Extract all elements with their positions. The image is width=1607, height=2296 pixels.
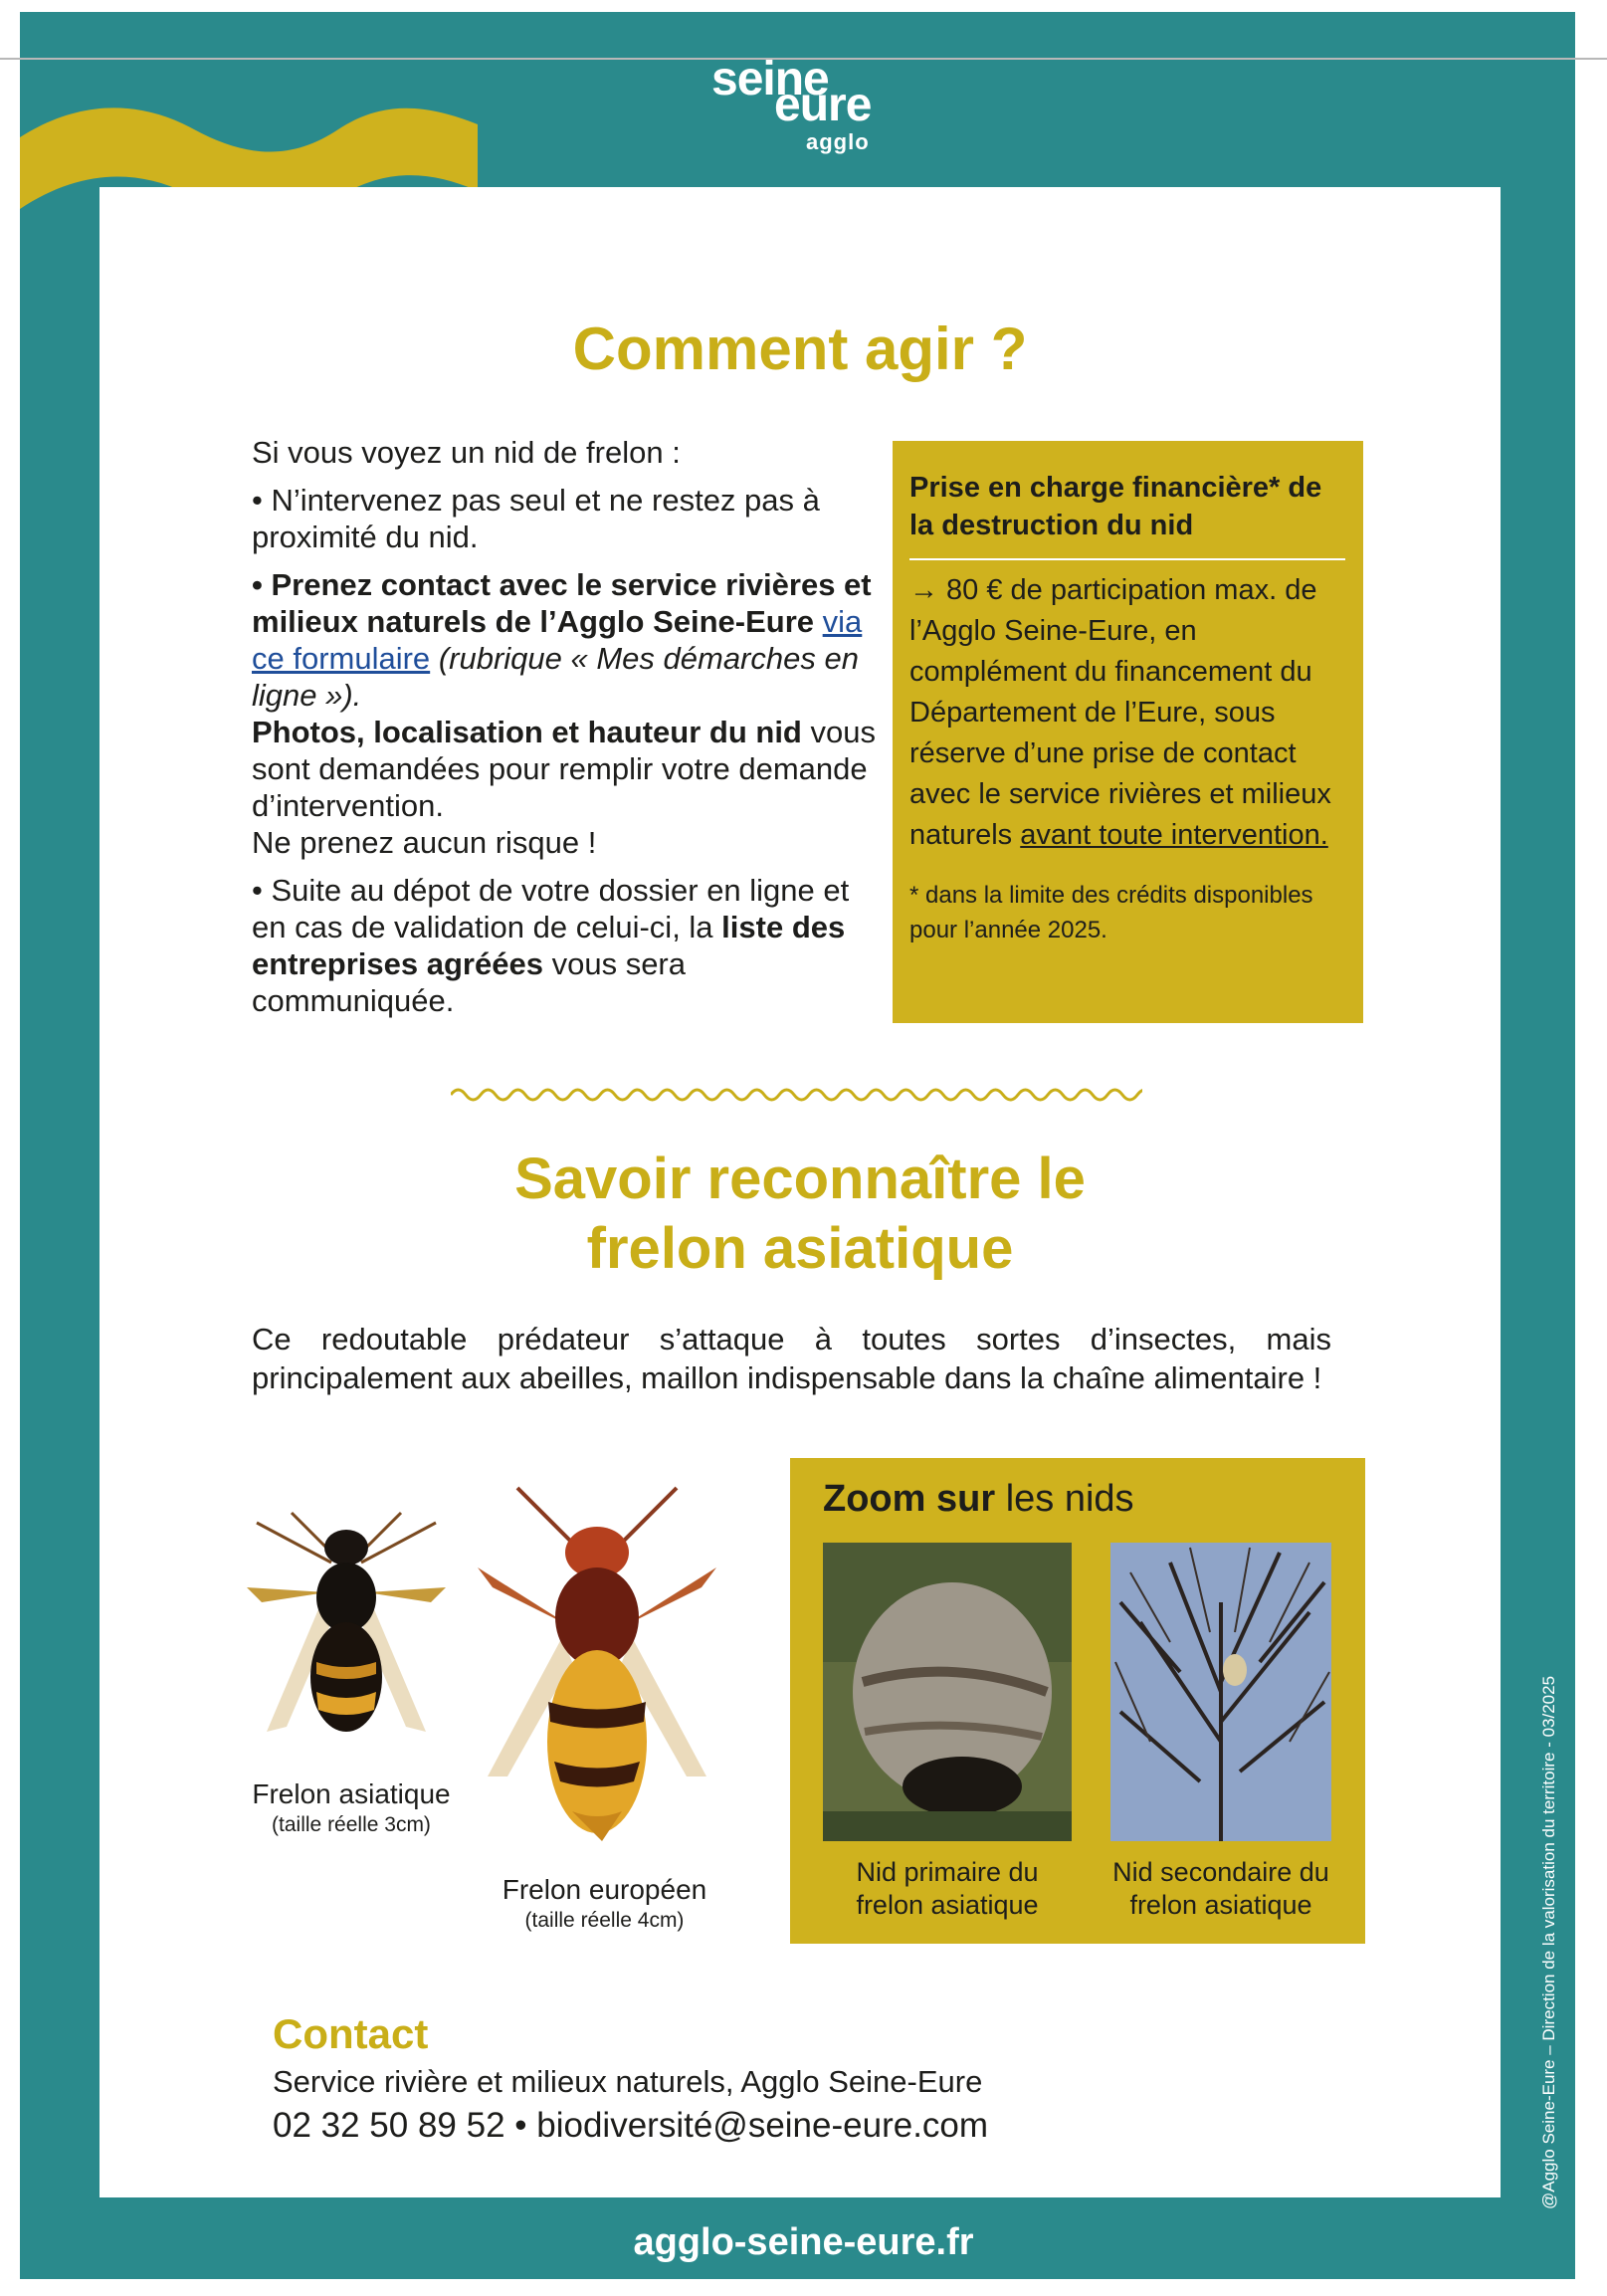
zoom-title	[823, 1478, 1134, 1521]
european-hornet-size: (taille réelle 4cm)	[524, 1909, 685, 1932]
logo-agglo: agglo	[806, 129, 870, 154]
asian-hornet-image	[237, 1493, 456, 1772]
asian-hornet-name: Frelon asiatique	[252, 1778, 451, 1809]
bullet-3	[252, 872, 889, 1019]
contact-title: Contact	[273, 2010, 429, 2057]
financial-box-underlined: avant toute intervention.	[1020, 819, 1328, 851]
asian-hornet-size: (taille réelle 3cm)	[272, 1813, 431, 1836]
contact-service: Service rivière et milieux naturels, Agglo Seine-Eure	[273, 2064, 983, 2099]
financial-box-text	[909, 570, 1345, 856]
financial-box-body: → 80 € de participation max. de l’Agglo Seine-Eure, en complément du financement du Département de l’Eure, sous réserve d’une prise de contact avec le service rivières et milieux naturels	[909, 574, 1331, 851]
bullet-3-end: vous sera communiquée.	[252, 946, 686, 1018]
squiggle-divider	[451, 1083, 1142, 1107]
european-hornet-name: Frelon européen	[502, 1874, 707, 1905]
heading-comment-agir: Comment agir ?	[572, 315, 1028, 382]
side-credit: @Agglo Seine-Eure – Direction de la valorisation du territoire - 03/2025	[1539, 1675, 1558, 2209]
contact-phone-email[interactable]: 02 32 50 89 52 • biodiversité@seine-eure.com	[273, 2106, 989, 2145]
heading-savoir-reconnaitre	[100, 1145, 1501, 1284]
logo-eure: eure	[774, 79, 872, 131]
bullet-2-italic: (rubrique « Mes démarches en ligne »).	[252, 641, 859, 713]
secondary-nest-image	[1110, 1543, 1331, 1841]
bullet-3-start: • Suite au dépot de votre dossier en ligne et en cas de validation de celui-ci, la	[252, 873, 850, 944]
intro-text: Si vous voyez un nid de frelon :	[252, 435, 681, 470]
zoom-title-rest: les nids	[1005, 1478, 1134, 1520]
asian-hornet-caption	[227, 1777, 476, 1839]
bullet-1: • N’intervenez pas seul et ne restez pas à proximité du nid.	[252, 483, 820, 554]
footer-url[interactable]: agglo-seine-eure.fr	[633, 2221, 974, 2263]
european-hornet-caption	[468, 1873, 741, 1935]
heading-line-1: Savoir reconnaître le	[514, 1147, 1086, 1211]
financial-box-title: Prise en charge financière* de la destruction du nid	[909, 472, 1322, 541]
zoom-title-bold: Zoom sur	[823, 1478, 996, 1520]
bullet-2-rest: vous sont demandées pour remplir votre demande d’intervention.	[252, 715, 876, 823]
bullet-2	[252, 566, 889, 861]
zoom-nests-box	[790, 1458, 1365, 1944]
financial-box-divider	[909, 558, 1345, 560]
seine-eure-logo	[697, 50, 905, 159]
european-hornet-image	[463, 1478, 731, 1861]
predator-intro: Ce redoutable prédateur s’attaque à toutes sortes d’insectes, mais principalement aux abeilles, maillon indispensable dans la chaîne alimentaire !	[252, 1322, 1331, 1395]
primary-nest-caption: Nid primaire du frelon asiatique	[856, 1857, 1039, 1920]
bullet-2-end: Ne prenez aucun risque !	[252, 825, 597, 860]
secondary-nest-caption: Nid secondaire du frelon asiatique	[1112, 1857, 1329, 1920]
contact-block	[273, 2010, 988, 2146]
primary-nest-image	[823, 1543, 1072, 1841]
heading-line-2: frelon asiatique	[586, 1216, 1014, 1281]
logo-seine: seine	[711, 53, 829, 105]
instructions-column	[252, 434, 889, 1030]
form-link[interactable]: via ce formulaire	[252, 604, 863, 676]
bullet-2-bold-2: Photos, localisation et hauteur du nid	[252, 715, 802, 749]
financial-box	[893, 441, 1363, 1023]
financial-box-note: * dans la limite des crédits disponibles pour l’année 2025.	[909, 882, 1313, 943]
bullet-3-bold: liste des entreprises agréées	[252, 910, 846, 981]
bullet-2-bold: • Prenez contact avec le service rivières et milieux naturels de l’Agglo Seine-Eure	[252, 567, 872, 639]
